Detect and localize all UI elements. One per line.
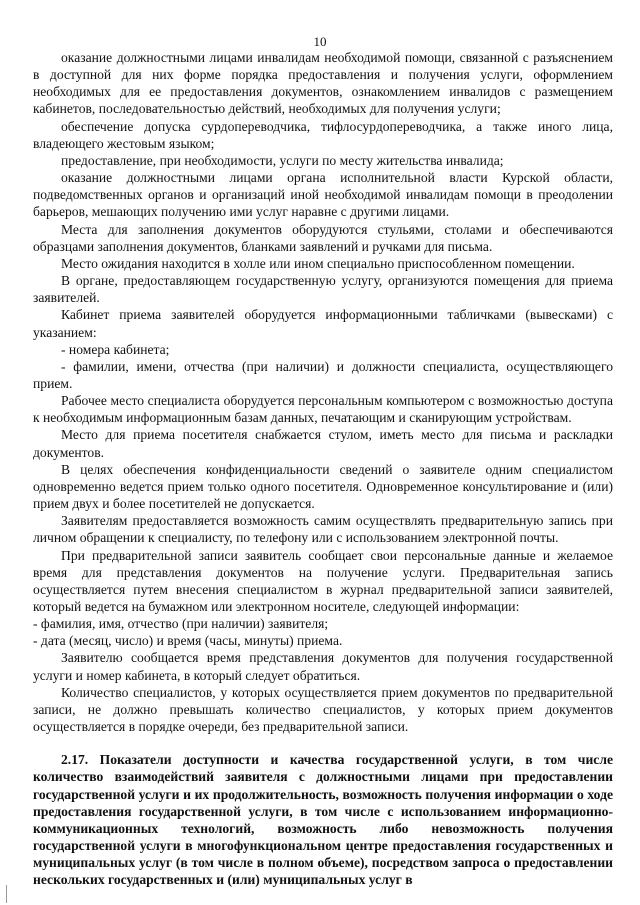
paragraph: Заявителю сообщается время представления документов для получения государственной услуги и номер кабинета, в который следует обратиться. <box>33 650 613 683</box>
list-item: - фамилии, имени, отчества (при наличии) и должности специалиста, осуществляющего прием. <box>33 358 613 391</box>
paragraph: В целях обеспечения конфиденциальности сведений о заявителе одним специалистом одновременно ведется прием только одного посетителя. Одновременное консультирование и (или) прием двух и более посетителей не допускается. <box>33 461 613 512</box>
section-heading: 2.17. Показатели доступности и качества государственной услуги, в том числе количество взаимодействий заявителя с должностными лицами при предоставлении государственной услуги и их продолжительность, возможность получения информации о ходе предоставления государственной услуги, в том числе с использованием информационно-коммуникационных технологий, возможность либо невозможность получения государственной услуги в многофункциональном центре предоставления государственных и муниципальных услуг (в том числе в полном объеме), посредством запроса о предоставлении нескольких государственных и (или) муниципальных услуг в <box>33 752 613 888</box>
scan-edge-mark <box>6 885 7 903</box>
paragraph: оказание должностными лицами органа исполнительной власти Курской области, подведомственных органов и организаций иной необходимой инвалидам помощи в преодолении барьеров, мешающих получению ими услуг наравне с другими лицами. <box>33 170 613 220</box>
paragraph: обеспечение допуска сурдопереводчика, тифлосурдопереводчика, а также иного лица, владеющего жестовым языком; <box>33 118 613 151</box>
paragraph: Место для приема посетителя снабжается стулом, иметь место для письма и раскладки документов. <box>33 427 613 460</box>
paragraph: Кабинет приема заявителей оборудуется информационными табличками (вывесками) с указанием: <box>33 307 613 340</box>
list-item: - дата (месяц, число) и время (часы, минуты) приема. <box>33 633 343 649</box>
page-number: 10 <box>313 34 327 49</box>
paragraph: Места для заполнения документов оборудуются стульями, столами и обеспечиваются образцами заполнения документов, бланками заявлений и ручками для письма. <box>33 221 613 254</box>
document-body <box>33 49 613 889</box>
paragraph: предоставление, при необходимости, услуги по месту жительства инвалида; <box>61 152 504 168</box>
paragraph: Место ожидания находится в холле или ином специально приспособленном помещении. <box>61 255 575 271</box>
paragraph: При предварительной записи заявитель сообщает свои персональные данные и желаемое время для представления документов на получение услуги. Предварительная запись осуществляется путем внесения специалистом в журнал предварительной записи заявителей, который ведется на бумажном или электронном носителе, следующей информации: <box>33 547 613 614</box>
list-item: - номера кабинета; <box>61 341 170 357</box>
paragraph: Рабочее место специалиста оборудуется персональным компьютером с возможностью доступа к необходимым информационным базам данных, печатающим и сканирующим устройствам. <box>33 393 613 426</box>
list-item: - фамилия, имя, отчество (при наличии) заявителя; <box>33 616 329 632</box>
paragraph: оказание должностными лицами инвалидам необходимой помощи, связанной с разъяснением в доступной для них форме порядка предоставления и получения услуги, оформлением необходимых для ее предоставления документов, ознакомлением инвалидов с размещением кабинетов, последовательностью действий, необходимых для получения услуги; <box>33 50 613 117</box>
paragraph: В органе, предоставляющем государственную услугу, организуются помещения для приема заявителей. <box>33 273 613 306</box>
paragraph: Количество специалистов, у которых осуществляется прием документов по предварительной записи, не должно превышать количество специалистов, у которых прием документов осуществляется в порядке очереди, без предварительной записи. <box>33 684 613 735</box>
paragraph: Заявителям предоставляется возможность самим осуществлять предварительную запись при личном обращении к специалисту, по телефону или с использованием электронной почты. <box>33 513 613 546</box>
